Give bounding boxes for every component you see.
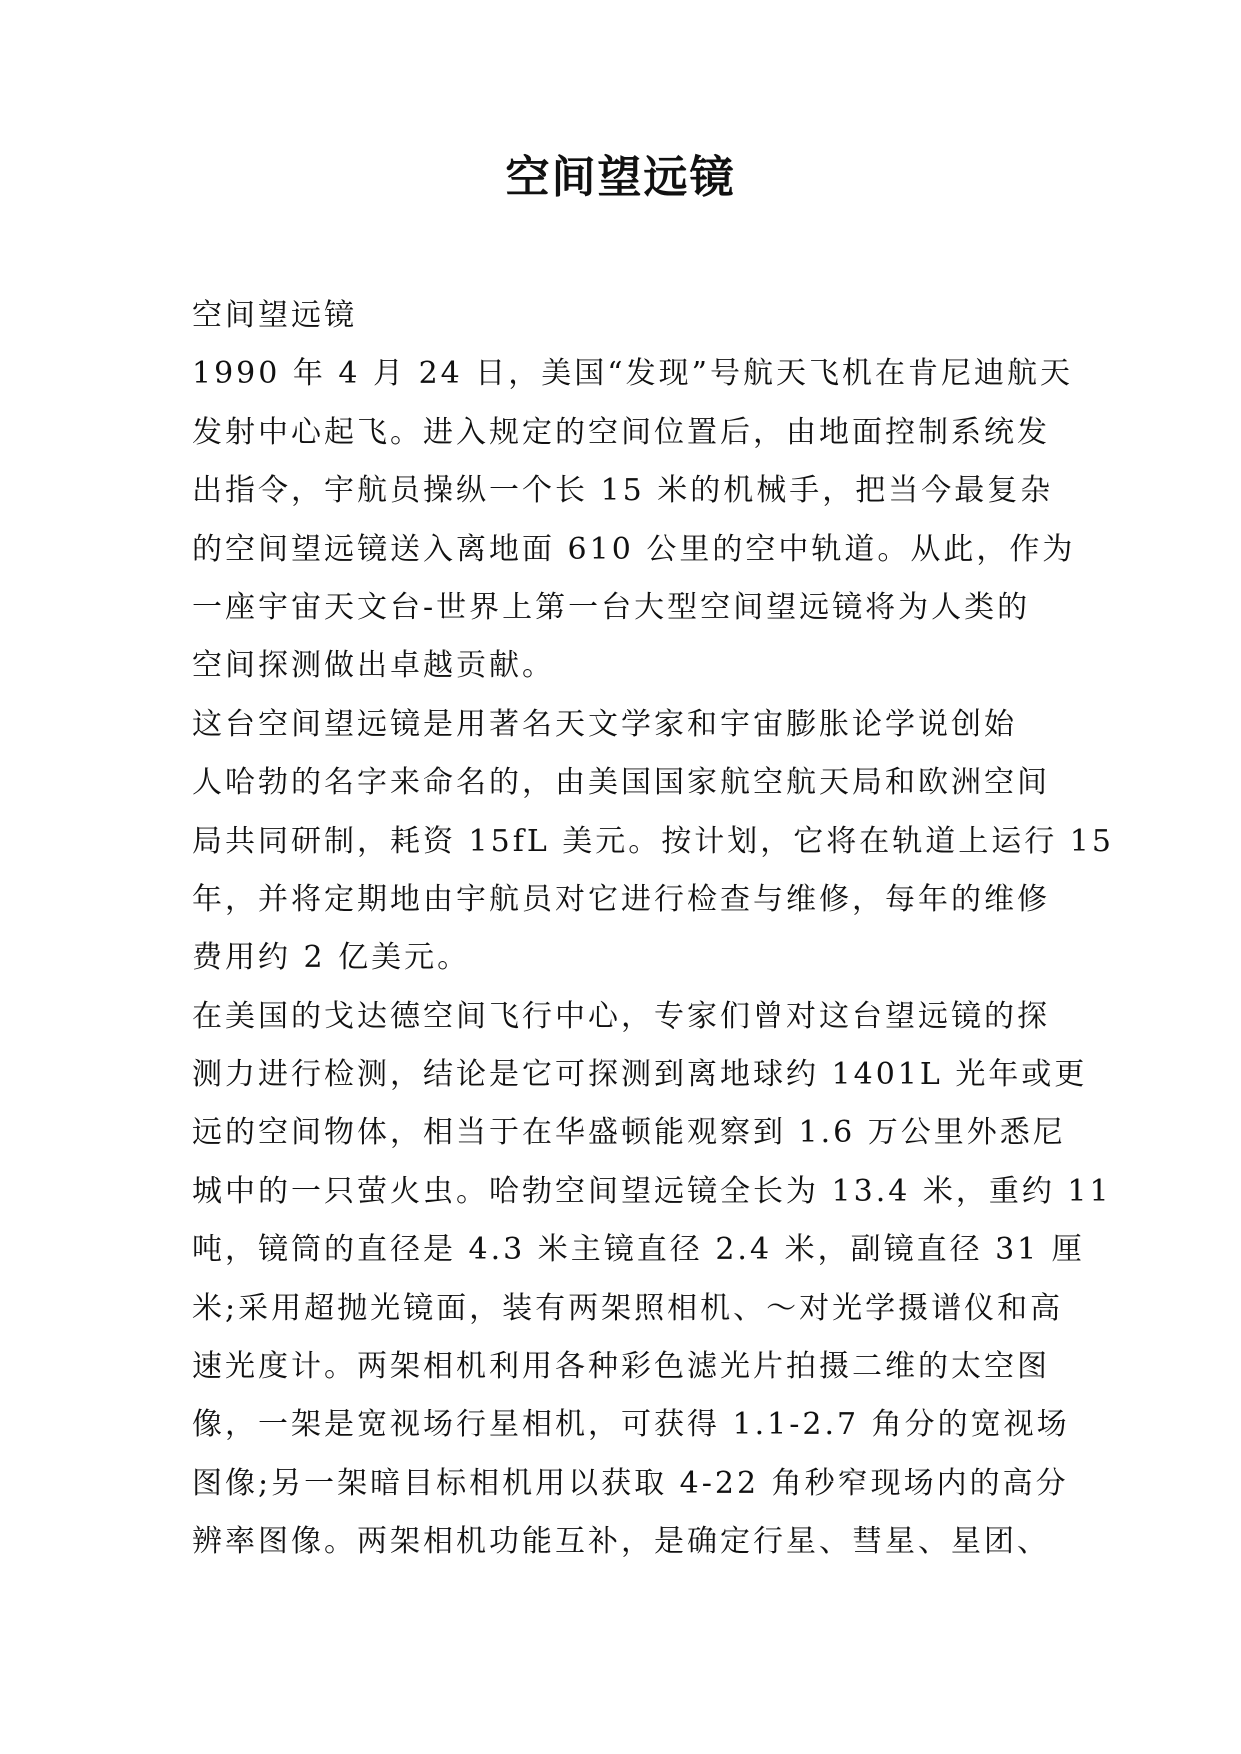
body-line: 年，并将定期地由宇航员对它进行检查与维修，每年的维修 (192, 881, 1050, 917)
body-line: 发射中心起飞。进入规定的空间位置后，由地面控制系统发 (192, 414, 1050, 450)
body-line: 在美国的戈达德空间飞行中心，专家们曾对这台望远镜的探 (192, 998, 1050, 1034)
body-line: 这台空间望远镜是用著名天文学家和宇宙膨胀论学说创始 (192, 706, 1017, 742)
body-line: 出指令，宇航员操纵一个长 15 米的机械手，把当今最复杂 (192, 473, 1054, 509)
body-line: 辨率图像。两架相机功能互补，是确定行星、彗星、星团、 (192, 1524, 1050, 1560)
body-line: 人哈勃的名字来命名的，由美国国家航空航天局和欧洲空间 (192, 765, 1050, 801)
body-line: 速光度计。两架相机利用各种彩色滤光片拍摄二维的太空图 (192, 1349, 1050, 1385)
body-line: 空间望远镜 (192, 298, 357, 333)
body-line: 局共同研制，耗资 15fL 美元。按计划，它将在轨道上运行 15 (192, 823, 1114, 859)
body-line: 吨，镜筒的直径是 4.3 米主镜直径 2.4 米，副镜直径 31 厘 (192, 1232, 1085, 1268)
body-line: 空间探测做出卓越贡献。 (192, 648, 555, 684)
body-line: 费用约 2 亿美元。 (192, 940, 471, 976)
body-line: 远的空间物体，相当于在华盛顿能观察到 1.6 万公里外悉尼 (192, 1115, 1066, 1151)
body-line: 测力进行检测，结论是它可探测到离地球约 1401L 光年或更 (192, 1057, 1088, 1093)
body-line: 一座宇宙天文台-世界上第一台大型空间望远镜将为人类的 (192, 589, 1031, 625)
body-line: 米;采用超抛光镜面，装有两架照相机、～对光学摄谱仪和高 (192, 1290, 1064, 1326)
document-title: 空间望远镜 (505, 152, 736, 203)
body-line: 像，一架是宽视场行星相机，可获得 1.1-2.7 角分的宽视场 (192, 1407, 1070, 1443)
body-line: 城中的一只萤火虫。哈勃空间望远镜全长为 13.4 米，重约 11 (192, 1173, 1112, 1209)
body-line: 图像;另一架暗目标相机用以获取 4-22 角秒窄现场内的高分 (192, 1465, 1069, 1501)
body-line: 的空间望远镜送入离地面 610 公里的空中轨道。从此，作为 (192, 531, 1076, 567)
body-line: 1990 年 4 月 24 日，美国“发现”号航天飞机在肯尼迪航天 (192, 356, 1073, 392)
document-body (192, 287, 1114, 1572)
